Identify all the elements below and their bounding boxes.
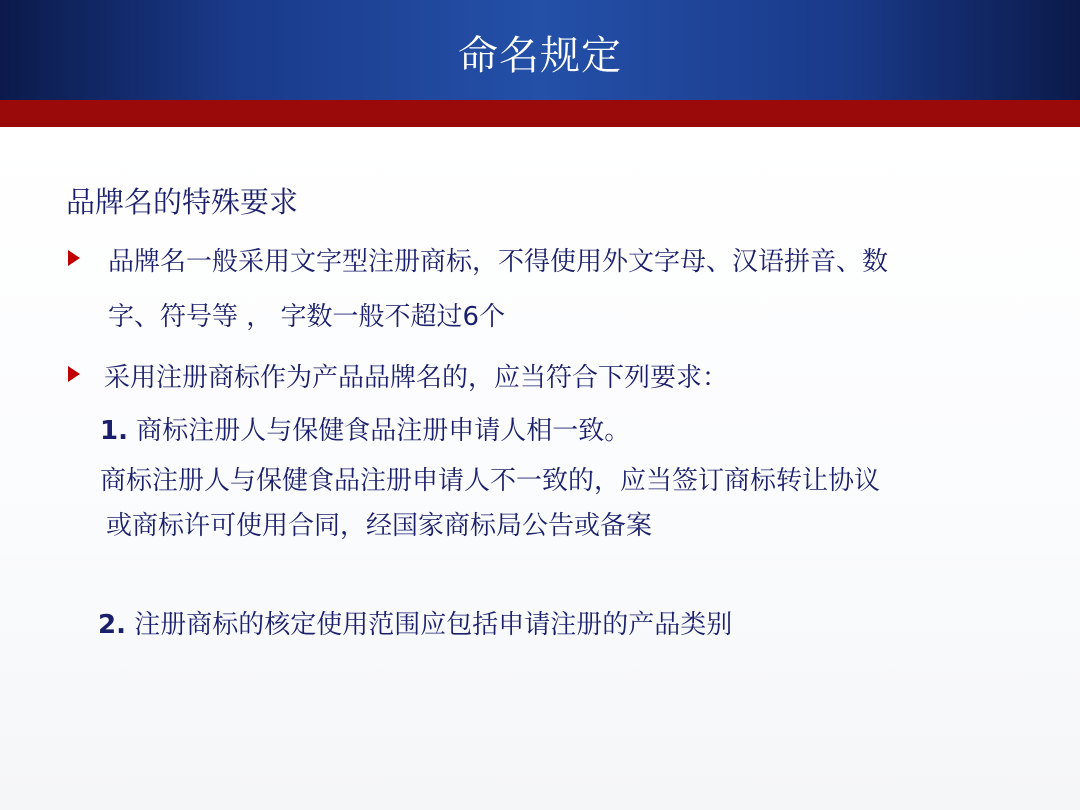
- arrow-bullet-icon: [68, 250, 80, 266]
- arrow-bullet-icon: [68, 366, 80, 382]
- section-subtitle: 品牌名的特殊要求: [66, 185, 299, 219]
- item1-note-line1: 商标注册人与保健食品注册申请人不一致的，应当签订商标转让协议: [100, 466, 881, 496]
- item1-text: 商标注册人与保健食品注册申请人相一致。: [136, 416, 631, 446]
- item2-number: 2.: [98, 610, 126, 640]
- item1: [100, 410, 630, 447]
- bullet1-line1: 品牌名一般采用文字型注册商标，不得使用外文字母、汉语拼音、数: [108, 247, 889, 277]
- item2: [98, 604, 732, 641]
- bullet2-text: 采用注册商标作为产品品牌名的，应当符合下列要求：: [104, 363, 729, 393]
- accent-bar: [0, 100, 1080, 127]
- item2-text: 注册商标的核定使用范围应包括申请注册的产品类别: [134, 610, 733, 640]
- page-title: 命名规定: [458, 33, 622, 79]
- item1-number: 1.: [100, 416, 128, 446]
- item1-note-line2: 或商标许可使用合同，经国家商标局公告或备案: [106, 511, 653, 541]
- bullet1-line2: 字、符号等 ， 字数一般不超过6个: [108, 302, 506, 332]
